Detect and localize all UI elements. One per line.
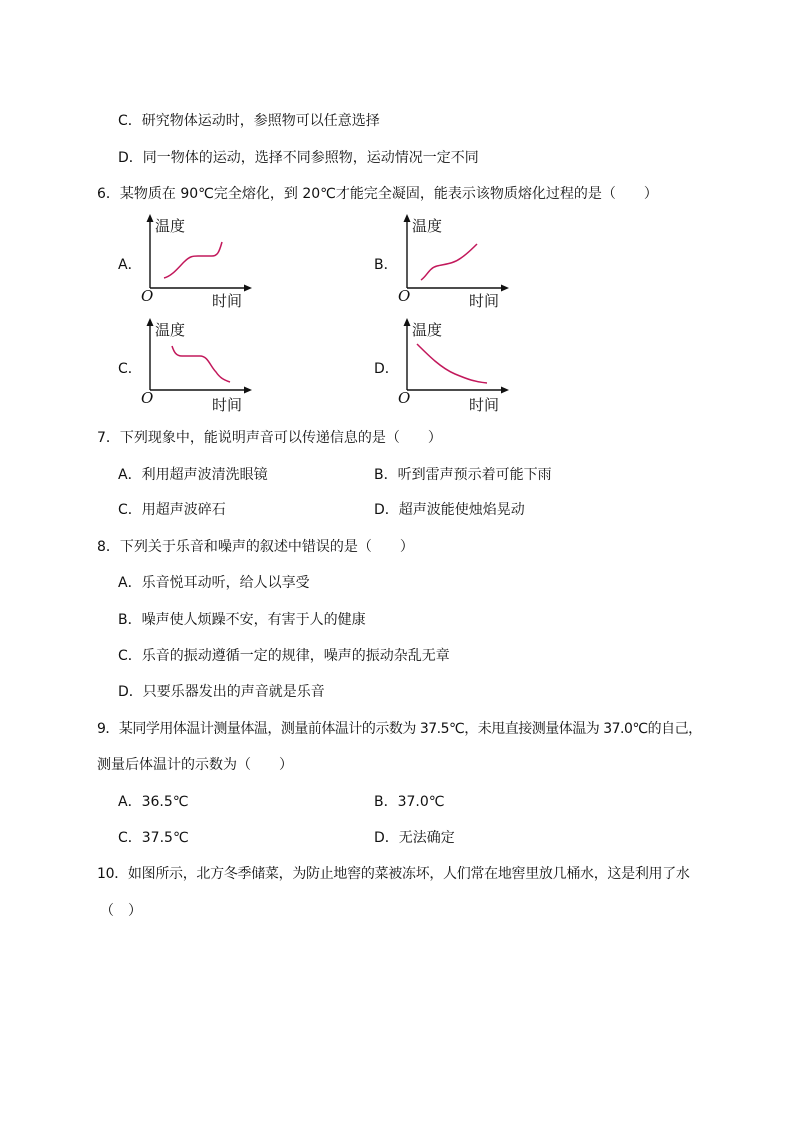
q7-stem: 7．下列现象中，能说明声音可以传递信息的是（ ） — [97, 430, 442, 446]
q6-graph-c — [138, 316, 258, 414]
q5-option-d: D．同一物体的运动，选择不同参照物，运动情况一定不同 — [118, 150, 479, 166]
q8-option-c: C．乐音的振动遵循一定的规律，噪声的振动杂乱无章 — [118, 648, 450, 664]
q10-stem-line2: （ ） — [100, 903, 142, 919]
q6-graph-b-y-label: 温度 — [412, 217, 443, 235]
q5-option-c: C．研究物体运动时，参照物可以任意选择 — [118, 113, 380, 129]
q6-option-c-label: C． — [118, 361, 142, 377]
q6-option-d-label: D． — [374, 361, 399, 377]
q6-graph-c-x-label: 时间 — [212, 396, 243, 414]
q6-graph-a — [138, 212, 258, 310]
q6-graph-a-y-label: 温度 — [155, 217, 186, 235]
q8-option-a: A．乐音悦耳动听，给人以享受 — [118, 575, 310, 591]
q7-option-d: D．超声波能使烛焰晃动 — [374, 502, 525, 518]
q6-graph-a-curve — [164, 242, 222, 278]
q6-graph-a-origin: O — [141, 287, 154, 305]
q6-graph-b-curve — [421, 244, 477, 280]
q6-graph-d-origin: O — [398, 389, 411, 407]
q7-option-c: C．用超声波碎石 — [118, 502, 226, 518]
q6-graph-c-curve — [172, 346, 230, 382]
q6-stem: 6．某物质在 90℃完全熔化，到 20℃才能完全凝固，能表示该物质熔化过程的是（ ） — [97, 186, 658, 202]
q9-option-d: D．无法确定 — [374, 830, 455, 846]
q10-stem-line1: 10．如图所示，北方冬季储菜，为防止地窖的菜被冻坏，人们常在地窖里放几桶水，这是利用了水 — [97, 866, 690, 882]
q8-option-d: D．只要乐器发出的声音就是乐音 — [118, 684, 325, 700]
q6-graph-d-curve — [417, 344, 487, 383]
q9-option-c: C．37.5℃ — [118, 830, 189, 846]
q6-graph-d — [395, 316, 515, 414]
q6-graph-b-x-label: 时间 — [469, 292, 500, 310]
q6-graph-d-x-label: 时间 — [469, 396, 500, 414]
q6-graph-d-y-label: 温度 — [412, 321, 443, 339]
q6-option-a-label: A． — [118, 257, 142, 273]
q7-option-a: A．利用超声波清洗眼镜 — [118, 467, 268, 483]
q9-option-b: B．37.0℃ — [374, 794, 445, 810]
q8-stem: 8．下列关于乐音和噪声的叙述中错误的是（ ） — [97, 539, 414, 555]
q6-graph-a-x-label: 时间 — [212, 292, 243, 310]
q8-option-b: B．噪声使人烦躁不安，有害于人的健康 — [118, 612, 366, 628]
q6-option-b-label: B． — [374, 257, 398, 273]
q6-graph-b-origin: O — [398, 287, 411, 305]
q9-option-a: A．36.5℃ — [118, 794, 189, 810]
q6-graph-b — [395, 212, 515, 310]
q7-option-b: B．听到雷声预示着可能下雨 — [374, 467, 552, 483]
q9-stem-line1: 9．某同学用体温计测量体温，测量前体温计的示数为 37.5℃，未甩直接测量体温为 37.0℃的自己， — [97, 721, 702, 737]
q6-graph-c-origin: O — [141, 389, 154, 407]
q9-stem-line2: 测量后体温计的示数为（ ） — [97, 757, 293, 773]
q6-graph-c-y-label: 温度 — [155, 321, 186, 339]
